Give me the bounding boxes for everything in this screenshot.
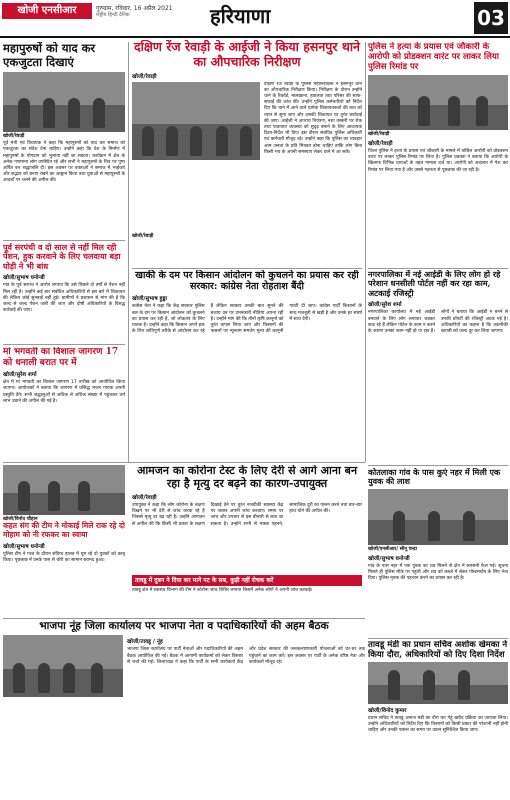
byline: खोजी/सुभाष धनोन्डी bbox=[3, 543, 45, 550]
story-body: कांग्रेस नेता ने कहा कि केंद्र सरकार पुलिस बल के दम पर किसान आंदोलन को कुचलने का प्रयास कर रही है, जो लोकतंत्र के लिए घातक है। उन्होंने कहा कि किसान अपने हक के लिए शांतिपूर्ण तरीके से आंदोलन कर रहे हैं लेकिन सरकार उनकी बात सुनने की बजाय उन पर दमनकारी नीतियां अपना रही है। उन्होंने मांग की कि तीनों कृषि कानूनों को तुरंत वापस लिया जाए और किसानों की फसलों पर न्यूनतम समर्थन मूल्य की कानूनी गारंटी दी जाए। कांग्रेस पार्टी किसानों के साथ मजबूती से खड़ी है और उनके हर संघर्ष में साथ देगी। bbox=[132, 304, 362, 335]
story-mahapurush bbox=[3, 42, 125, 237]
headline: नगरपालिका में नई आईडी के लिए लोग हो रहे परेशान धनसीली पोर्टल नहीं कर रहा काम, अटकाई रजिस्ट्री bbox=[368, 270, 501, 298]
story-photo bbox=[3, 72, 125, 132]
headline: मां भगवती का विशाल जागरण 17 को धनाली बरात पर में bbox=[3, 347, 119, 368]
brand-logo: खोजी एनसीआर bbox=[2, 3, 92, 19]
story-body: नगरपालिका कार्यालय में नई आईडी बनवाने के लिए लोग लगातार चक्कर काट रहे हैं लेकिन पोर्टल के काम न करने के कारण उनका काम नहीं हो पा रहा है। लोगों ने बताया कि आईडी न बनने से उनकी प्रॉपर्टी की रजिस्ट्री अटक गई है। अधिकारियों का कहना है कि तकनीकी खराबी को जल्द दूर कर लिया जाएगा। bbox=[368, 310, 508, 334]
story-body: उपायुक्त ने कहा कि लोग कोरोना के लक्षण दिखने पर भी देरी से जांच करवा रहे हैं जिससे मृत्यु दर बढ़ रही है। उन्होंने आमजन से अपील की कि किसी भी प्रकार के लक्षण दिखाई देने पर तुरंत नजदीकी स्वास्थ्य केंद्र पर जाकर अपनी जांच करवाएं। समय पर जांच और उपचार से इस बीमारी से बचा जा सकता है। उन्होंने सभी से मास्क पहनने, सामाजिक दूरी का पालन करने तथा बार-बार हाथ धोने की अपील की। bbox=[132, 502, 362, 527]
story-body: प्रधान सचिव ने तावडू अनाज मंडी का दौरा कर गेहूं खरीद प्रक्रिया का जायजा लिया। उन्होंने अधिकारियों को निर्देश दिए कि किसानों को किसी प्रकार की परेशानी नहीं होनी चाहिए और उनकी फसल का समय पर उठान सुनिश्चित किया जाए। bbox=[368, 716, 508, 734]
byline: खोजी/सुरेश शर्मा bbox=[3, 372, 37, 379]
strip-body: तावडू क्षेत्र में स्वास्थ्य विभाग की टीम ने कोरोना जांच शिविर लगाया जिसमें अनेक लोगों ने अपनी जांच करवाई। bbox=[132, 588, 313, 594]
story-kaushal bbox=[3, 465, 125, 615]
byline: खोजी/विनोद कुमार bbox=[368, 708, 407, 715]
story-bjp-meeting bbox=[3, 620, 365, 798]
headline: कहत संग की टीम ने मोकाई मिले राक रहे दो मोहाम को नी रफकर का स्वाया bbox=[3, 521, 125, 539]
dateline: गुरुग्राम, रविवार, 16 अप्रैल 2021 bbox=[96, 5, 173, 12]
headline: कोतलाका गांव के पास कुएं नहर में मिली एक युवक की लाश bbox=[368, 468, 501, 487]
story-body: गांव के पास नहर में एक युवक का शव मिलने से क्षेत्र में सनसनी फैल गई। सूचना मिलते ही पुलिस मौके पर पहुंची और शव को कब्जे में लेकर पोस्टमार्टम के लिए भेज दिया। पुलिस मृतक की पहचान करने का प्रयास कर रही है। bbox=[368, 563, 508, 582]
photo-caption: खोजी/रेवाड़ी bbox=[368, 132, 390, 138]
story-body: जिला पुलिस ने हत्या के प्रयास एवं जौकारी के मामले में वांछित आरोपी को प्रोडक्शन वारंट पर लाकर पुलिस रिमांड पर लिया है। पुलिस प्रवक्ता ने बताया कि आरोपी के खिलाफ विभिन्न धाराओं के तहत मामला दर्ज था। आरोपी को अदालत में पेश कर रिमांड पर लिया गया है और उससे गहनता से पूछताछ की जा रही है। bbox=[368, 149, 508, 173]
headline: पुलिस ने हत्या के प्रयास एवं जौकारी के आरोपी को प्रोडक्शन वारंट पर लाकर लिया पुलिस रिमांड पर bbox=[368, 42, 499, 73]
story-bhagwati-jagran bbox=[3, 347, 125, 459]
byline: खोजी/रेवाड़ी bbox=[368, 141, 393, 148]
byline: खोजी/सुभाष धनोन्डी bbox=[368, 555, 410, 562]
dateline-sub: राष्ट्रीय हिन्दी दैनिक bbox=[96, 12, 130, 18]
byline: खोजी/सुभाष हुड्डा bbox=[132, 296, 167, 303]
story-body: पूर्व मंत्री एवं विधायक ने कहा कि महापुरुषों को याद कर समाज को एकजुटता का संदेश देना चाहिए। उन्होंने कहा कि देश के निर्माण में महापुरुषों के योगदान को भुलाया नहीं जा सकता। कार्यक्रम में क्षेत्र के अनेक गणमान्य लोग उपस्थित रहे और सभी ने महापुरुषों के चित्र पर पुष्प अर्पित कर श्रद्धांजलि दी। इस अवसर पर वक्ताओं ने समाज में भाईचारे और सद्भाव को बनाए रखने का आह्वान किया तथा युवाओं से महापुरुषों के आदर्शों पर चलने की अपील की। bbox=[3, 141, 125, 184]
story-purv-sarpanch bbox=[3, 243, 125, 341]
story-nagarpalika-portal bbox=[368, 270, 508, 462]
byline: खोजी/सुभाष धनोन्डी bbox=[3, 275, 45, 282]
story-body: भाजपा जिला कार्यालय पर पार्टी नेताओं और पदाधिकारियों की अहम बैठक आयोजित की गई। बैठक में आगामी कार्यक्रमों को लेकर विस्तार से चर्चा की गई। जिलाध्यक्ष ने कहा कि पार्टी के सभी कार्यकर्ता केंद्र और प्रदेश सरकार की जनकल्याणकारी योजनाओं को घर-घर तक पहुंचाने का काम करें। इस अवसर पर पार्टी के अनेक वरिष्ठ नेता और कार्यकर्ता मौजूद रहे। bbox=[127, 647, 365, 665]
story-police-remand bbox=[368, 42, 508, 267]
story-ig-inspection bbox=[132, 40, 362, 265]
masthead bbox=[0, 0, 510, 38]
photo-caption: खोजी/रेवाड़ी bbox=[132, 233, 154, 239]
page-number: 03 bbox=[474, 2, 508, 34]
tauru-strip bbox=[132, 575, 362, 586]
story-kotlaka-lash bbox=[368, 468, 508, 636]
story-photo bbox=[132, 82, 260, 160]
byline: खोजी/तावडू / नूंह bbox=[127, 639, 163, 646]
story-photo bbox=[368, 75, 508, 130]
headline: दक्षिण रेंज रेवाड़ी के आईजी ने किया हसनपुर थाने का औपचारिक निरीक्षण bbox=[134, 40, 360, 69]
headline: आमजन का कोरोना टेस्ट के लिए देरी से आगे आना बन रहा है मृत्यु दर बढ़ने का कारण-उपायुक्त bbox=[136, 465, 358, 490]
headline: भाजपा नूंह जिला कार्यालय पर भाजपा नेता व पदाधिकारियों की अहम बैठक bbox=[39, 620, 329, 632]
photo-caption: खोजी/विनोद चौहान bbox=[3, 517, 38, 522]
story-body: गांव के पूर्व सरपंच ने आरोप लगाया कि उसे पिछले दो वर्षों से पेंशन नहीं मिल रही है। उन्होंने कई बार संबंधित अधिकारियों से इस बारे में शिकायत की लेकिन कोई सुनवाई नहीं हुई। ग्रामीणों ने प्रशासन से मांग की है कि जल्द से जल्द पेंशन जारी की जाए और दोषी अधिकारियों के विरुद्ध कार्रवाई की जाए। bbox=[3, 283, 125, 314]
story-body: पुलिस टीम ने गश्त के दौरान संदिग्ध हालत में घूम रहे दो युवकों को काबू किया। पूछताछ में उनके पास से चोरी का सामान बरामद हुआ। bbox=[3, 551, 125, 563]
story-tavdu-mandi bbox=[368, 640, 508, 798]
strip-headline: तावडू में दुबन ने दिया कर माने पट के सब, कुड़ी नहीं रोचक करें bbox=[135, 576, 274, 584]
story-corona-test bbox=[132, 465, 362, 615]
story-photo bbox=[368, 489, 508, 545]
headline: तावडू मंडी का प्रधान सचिव अशोक खेमका ने किया दौरा, अधिकारियों को दिए दिशा निर्देश bbox=[368, 640, 508, 661]
story-body: क्षेत्र में मां भगवती का विशाल जागरण 17 तारीख को आयोजित किया जाएगा। आयोजकों ने बताया कि जागरण में प्रसिद्ध भजन गायक अपनी प्रस्तुति देंगे। सभी श्रद्धालुओं से अधिक से अधिक संख्या में पहुंचकर धर्म लाभ उठाने की अपील की गई है। bbox=[3, 380, 125, 404]
photo-caption: खोजी/एनसीआर/ सीनू चन्द्रा bbox=[368, 546, 417, 552]
story-photo bbox=[368, 662, 508, 704]
byline: खोजी/रेवाड़ी bbox=[132, 73, 157, 80]
story-photo bbox=[3, 465, 125, 515]
story-body: दक्षिण रेंज रेवाड़ी के पुलिस महानिरीक्षक ने हसनपुर थाने का औपचारिक निरीक्षण किया। निरीक्षण के दौरान उन्होंने थाने के रिकॉर्ड, मालखाना, हवालात तथा परिसर की साफ-सफाई की जांच की। उन्होंने पुलिस कर्मचारियों को निर्देश दिए कि थाने में आने वाले प्रत्येक शिकायतकर्ता की बात को ध्यान से सुना जाए और उसकी शिकायत पर तुरंत कार्रवाई की जाए। आईजी ने अपराध नियंत्रण, नशा तस्करी पर रोक तथा यातायात व्यवस्था को सुदृढ़ बनाने के लिए आवश्यक दिशा-निर्देश भी दिए। इस दौरान संबंधित पुलिस अधिकारी एवं कर्मचारी मौजूद रहे। उन्होंने कहा कि पुलिस का व्यवहार आम जनता के प्रति मित्रवत होना चाहिए ताकि लोग बिना किसी भय के अपनी समस्याएं लेकर थाने में आ सकें। bbox=[264, 81, 362, 155]
story-photo bbox=[3, 635, 123, 697]
story-khaki-kisan bbox=[132, 270, 362, 462]
byline: खोजी/सुरेश शर्मा bbox=[368, 302, 402, 309]
photo-caption: खोजी/रेवाड़ी bbox=[3, 134, 25, 140]
headline: महापुरुषों को याद कर एकजुटता दिखाएं bbox=[3, 42, 96, 69]
headline: खाकी के दम पर किसान आंदोलन को कुचलने का प्रयास कर रही सरकार: कांग्रेस नेता रोहताश बैंदी bbox=[135, 270, 359, 293]
section-title: हरियाणा bbox=[210, 4, 271, 28]
headline: पूर्व सरपंची व दो साल से नहीं मिल रही पेंशन, हुक करवाने के लिए चलवाया बड़ा घोड़ी ने भी बांध bbox=[3, 243, 121, 271]
byline: खोजी/रेवाड़ी bbox=[132, 494, 157, 501]
